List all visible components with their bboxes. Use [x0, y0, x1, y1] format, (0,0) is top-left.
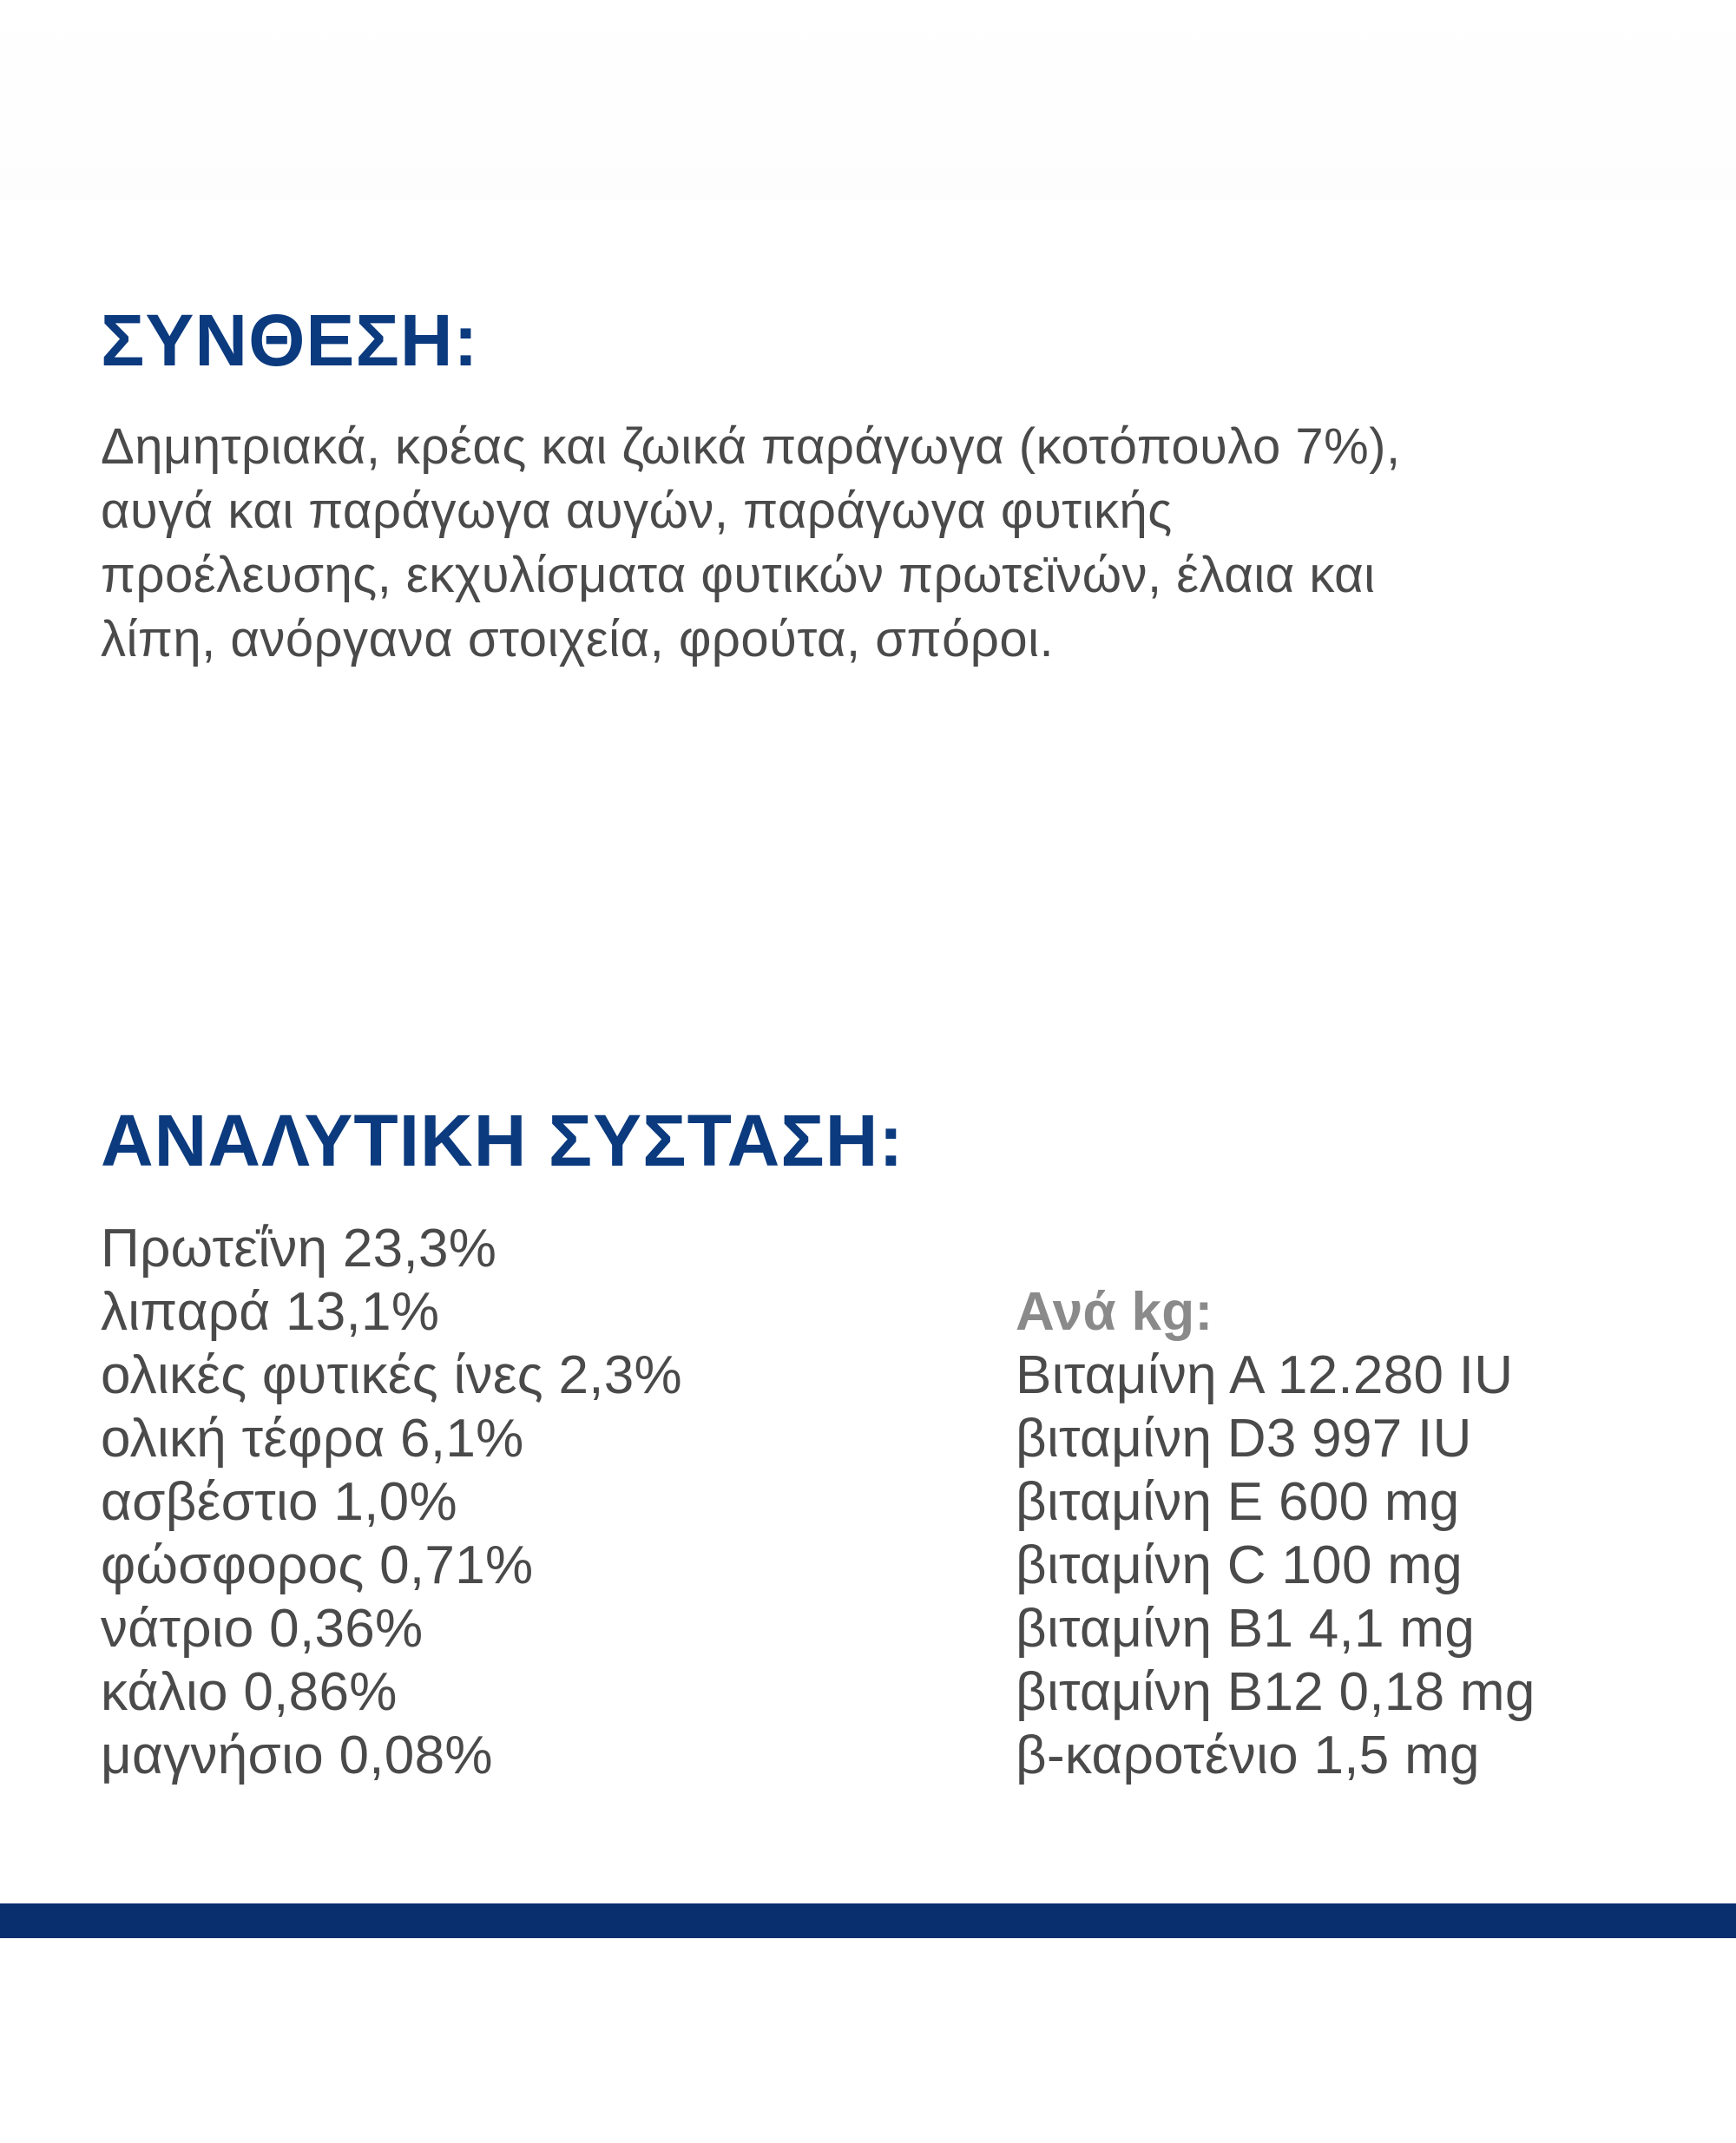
analysis-item-phosphorus: φώσφορος 0,71% — [101, 1535, 534, 1595]
composition-text — [101, 415, 1715, 672]
footer-bar — [0, 1903, 1736, 1938]
analysis-item-protein: Πρωτεΐνη 23,3% — [101, 1219, 497, 1279]
analysis-item-fat: λιπαρά 13,1% — [101, 1282, 440, 1342]
composition-heading: ΣΥΝΘΕΣΗ: — [101, 299, 479, 381]
analysis-item-potassium: κάλιο 0,86% — [101, 1662, 398, 1722]
top-background-band — [0, 0, 1736, 200]
analysis-item-calcium: ασβέστιο 1,0% — [101, 1472, 457, 1532]
vitamin-c: βιταμίνη C 100 mg — [1016, 1535, 1463, 1595]
beta-carotene: β-καροτένιο 1,5 mg — [1016, 1726, 1480, 1785]
composition-line: αυγά και παράγωγα αυγών, παράγωγα φυτικής — [101, 483, 1173, 539]
composition-line: Δημητριακά, κρέας και ζωικά παράγωγα (κοτόπουλο 7%), — [101, 418, 1401, 475]
analysis-item-sodium: νάτριο 0,36% — [101, 1599, 424, 1659]
analysis-list — [101, 1217, 682, 1787]
vitamin-a: Βιταμίνη Α 12.280 IU — [1016, 1345, 1514, 1405]
analysis-item-magnesium: μαγνήσιο 0,08% — [101, 1726, 493, 1785]
vitamin-b1: βιταμίνη B1 4,1 mg — [1016, 1599, 1476, 1659]
per-kg-label: Ανά kg: — [1016, 1282, 1213, 1342]
composition-line: λίπη, ανόργανα στοιχεία, φρούτα, σπόροι. — [101, 611, 1055, 667]
analysis-item-fibre: ολικές φυτικές ίνες 2,3% — [101, 1345, 682, 1405]
vitamin-d3: βιταμίνη D3 997 IU — [1016, 1409, 1472, 1469]
composition-line: προέλευσης, εκχυλίσματα φυτικών πρωτεϊνών, έλαια και — [101, 547, 1376, 603]
vitamins-list — [1016, 1280, 1535, 1787]
vitamin-e: βιταμίνη E 600 mg — [1016, 1472, 1460, 1532]
analysis-item-ash: ολική τέφρα 6,1% — [101, 1409, 524, 1469]
vitamin-b12: βιταμίνη B12 0,18 mg — [1016, 1662, 1535, 1722]
analysis-heading: ΑΝΑΛΥΤΙΚΗ ΣΥΣΤΑΣΗ: — [101, 1100, 904, 1181]
